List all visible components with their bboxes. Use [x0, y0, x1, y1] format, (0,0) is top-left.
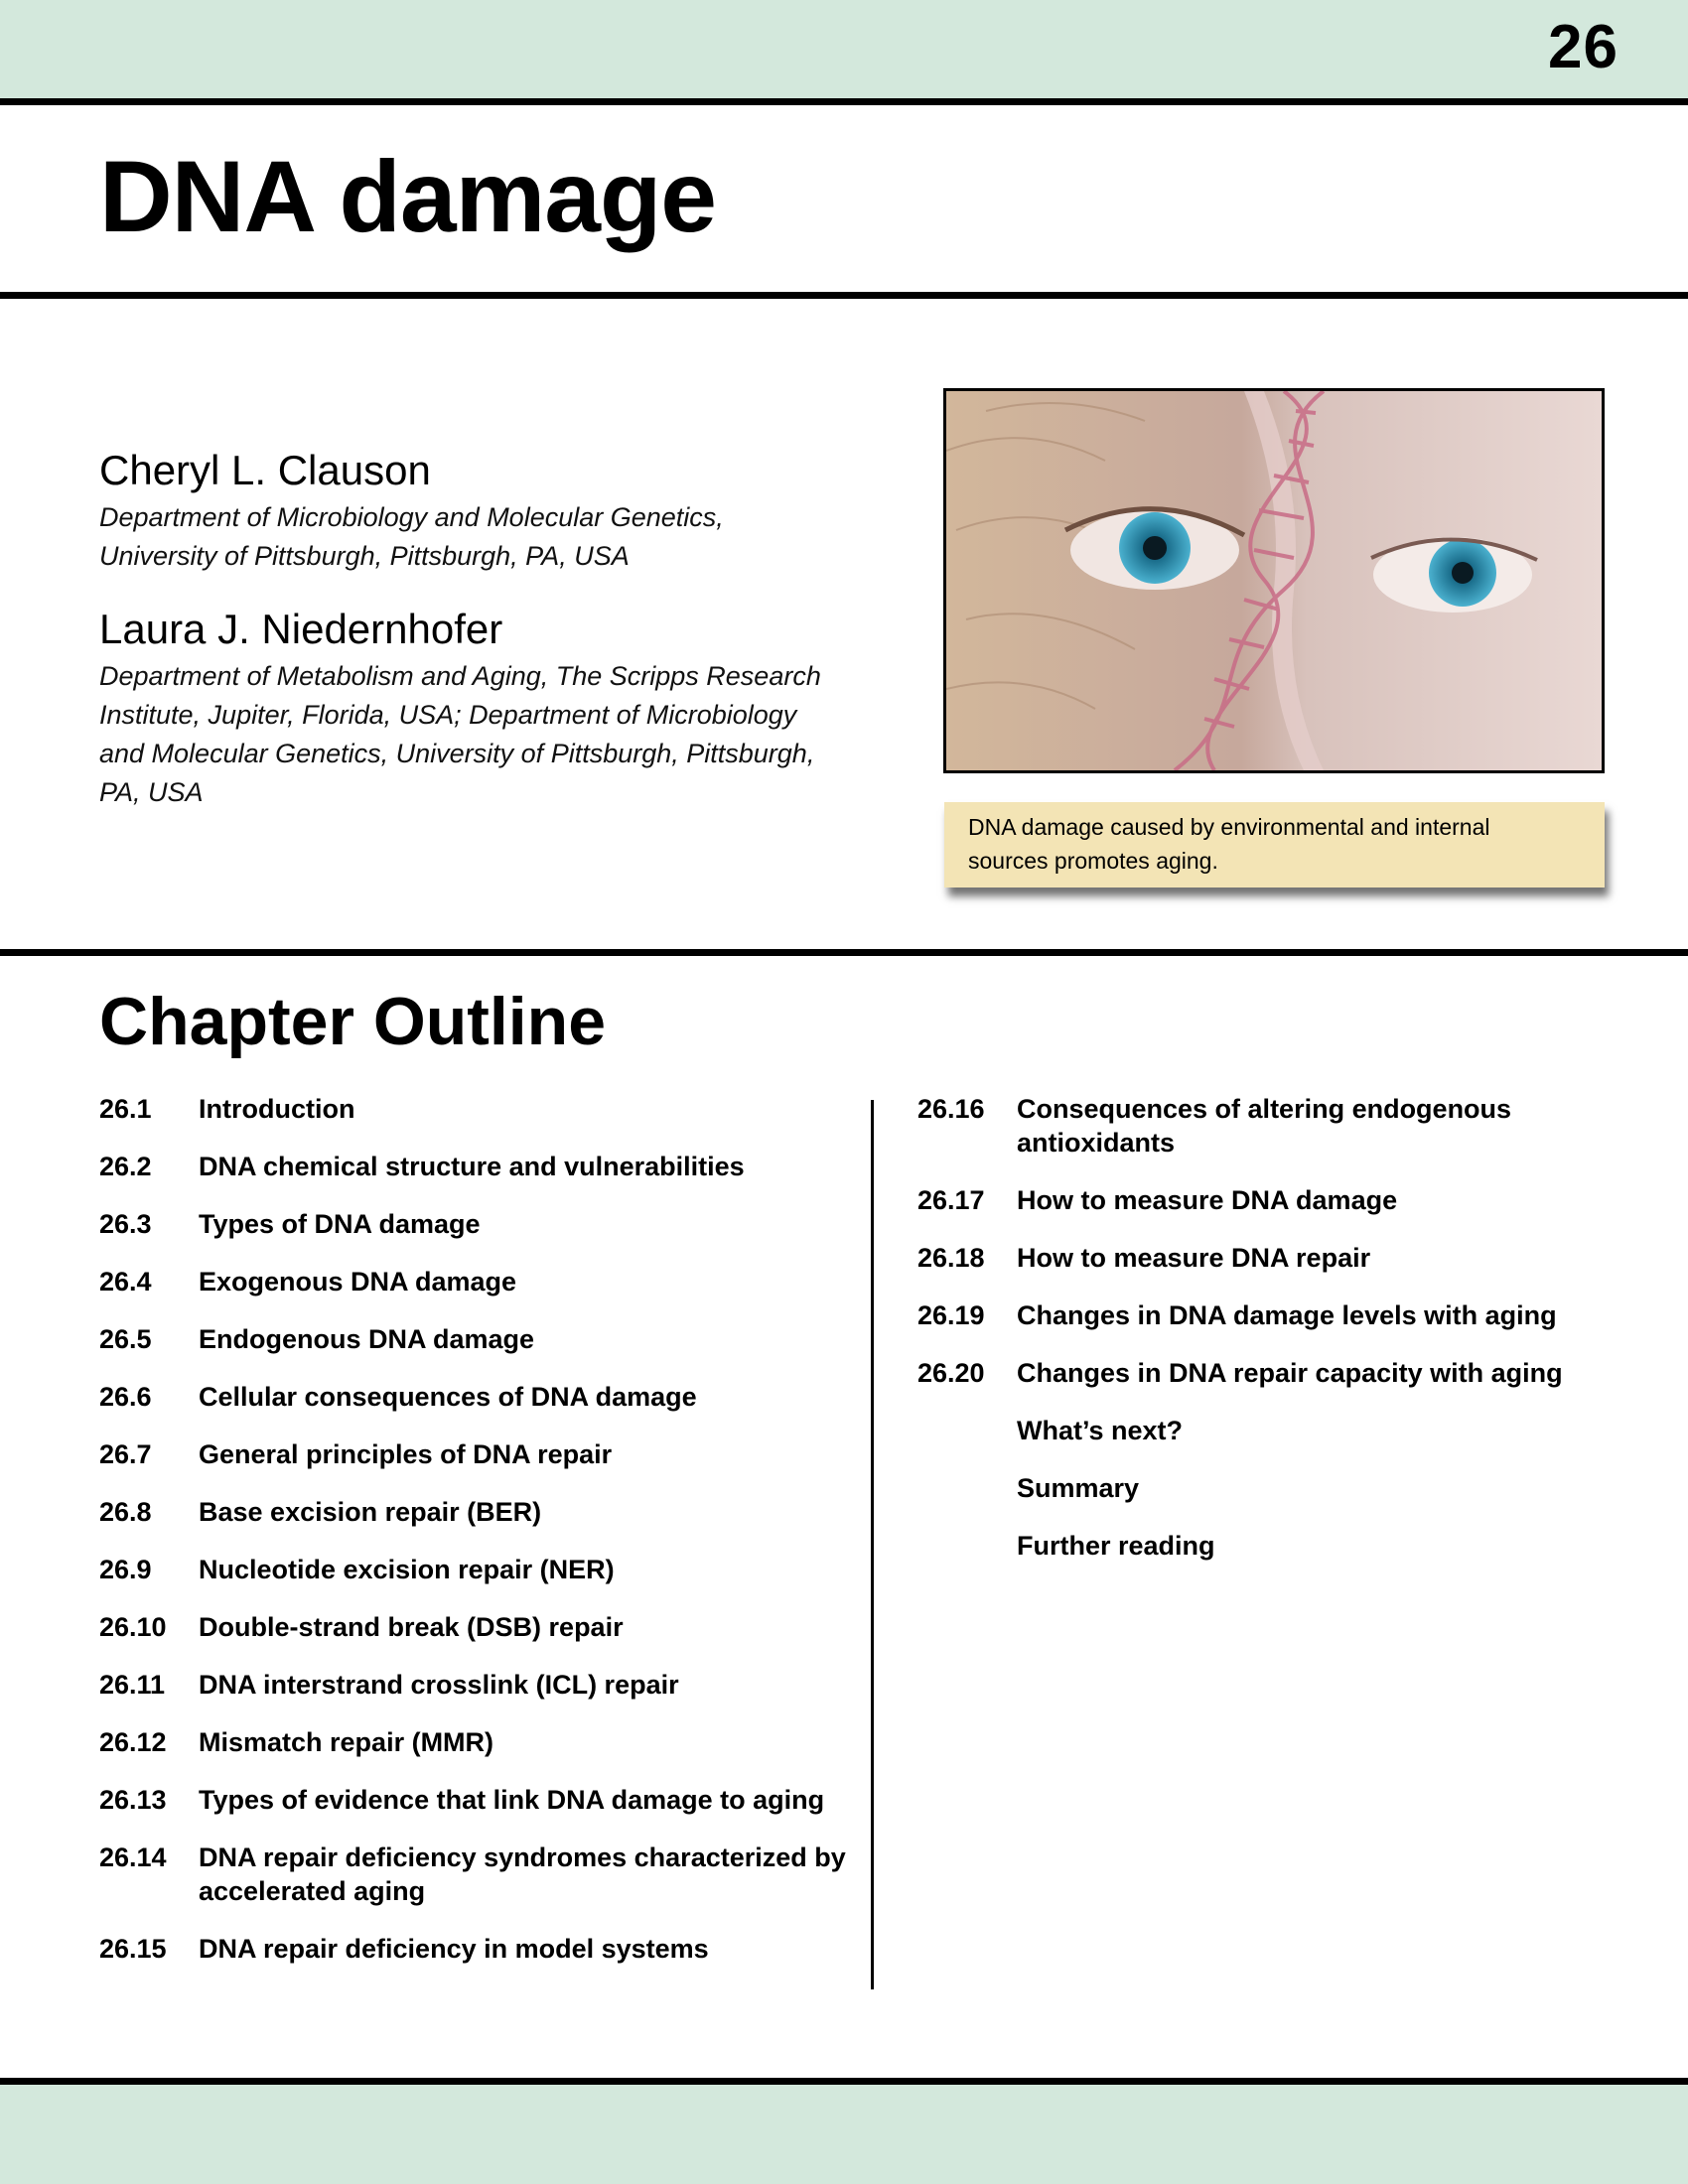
outline-item-number: 26.5 — [99, 1324, 152, 1354]
outline-item-title: Consequences of altering endogenous antioxidants — [1017, 1094, 1512, 1158]
top-color-band — [0, 0, 1688, 99]
outline-item-number — [917, 1414, 1017, 1447]
outline-item-number: 26.8 — [99, 1497, 152, 1527]
affiliation-line: Institute, Jupiter, Florida, USA; Department of Microbiology — [99, 700, 797, 730]
outline-right-column — [917, 1092, 1613, 1586]
outline-left-column — [99, 1092, 864, 1989]
section-divider — [0, 949, 1688, 956]
outline-item — [99, 1668, 864, 1702]
outline-item-number: 26.10 — [99, 1612, 167, 1642]
outline-item — [99, 1207, 864, 1241]
outline-item-title: Mismatch repair (MMR) — [199, 1727, 494, 1757]
outline-item-title: General principles of DNA repair — [199, 1439, 613, 1469]
outline-item — [917, 1414, 1613, 1447]
outline-item-number: 26.14 — [99, 1843, 167, 1872]
chapter-outline-heading: Chapter Outline — [99, 984, 607, 1059]
author-affiliation — [99, 498, 874, 576]
outline-item — [99, 1150, 864, 1183]
outline-item-number: 26.11 — [99, 1670, 166, 1700]
outline-item-title: Introduction — [199, 1094, 355, 1124]
outline-item-title: Further reading — [1017, 1531, 1215, 1561]
outline-item-title: Types of evidence that link DNA damage to aging — [199, 1785, 825, 1815]
outline-item-number: 26.20 — [917, 1358, 985, 1388]
outline-item-number: 26.19 — [917, 1300, 985, 1330]
outline-item — [917, 1529, 1613, 1563]
aging-faces-dna-illustration — [946, 391, 1602, 770]
outline-item-number: 26.3 — [99, 1209, 152, 1239]
outline-item-title: DNA repair deficiency syndromes characterized by accelerated aging — [199, 1843, 846, 1906]
outline-item-title: Cellular consequences of DNA damage — [199, 1382, 697, 1412]
outline-item — [99, 1725, 864, 1759]
outline-item — [917, 1298, 1613, 1332]
right-eye-pupil — [1452, 562, 1474, 584]
outline-item-title: Double-strand break (DSB) repair — [199, 1612, 624, 1642]
affiliation-line: University of Pittsburgh, Pittsburgh, PA, USA — [99, 541, 630, 571]
outline-item-number: 26.16 — [917, 1094, 985, 1124]
affiliation-line: Department of Microbiology and Molecular Genetics, — [99, 502, 724, 532]
caption-line: sources promotes aging. — [968, 848, 1218, 874]
affiliation-line: and Molecular Genetics, University of Pittsburgh, Pittsburgh, — [99, 739, 815, 768]
outline-item-title: How to measure DNA repair — [1017, 1243, 1371, 1273]
author-2 — [99, 604, 874, 812]
image-caption — [944, 802, 1605, 887]
page-title: DNA damage — [99, 140, 717, 253]
left-eye-pupil — [1143, 536, 1167, 560]
outline-item-title: Changes in DNA damage levels with aging — [1017, 1300, 1557, 1330]
outline-item-number: 26.15 — [99, 1934, 167, 1964]
author-1 — [99, 445, 874, 576]
outline-item-title: Summary — [1017, 1473, 1140, 1503]
chapter-number: 26 — [1548, 13, 1618, 81]
outline-item-number: 26.13 — [99, 1785, 167, 1815]
outline-item — [99, 1841, 864, 1908]
outline-item — [99, 1610, 864, 1644]
footer-divider — [0, 2078, 1688, 2085]
title-divider — [0, 292, 1688, 299]
outline-item-number: 26.6 — [99, 1382, 152, 1412]
header-divider — [0, 98, 1688, 105]
outline-item — [917, 1092, 1613, 1160]
outline-item-title: DNA repair deficiency in model systems — [199, 1934, 709, 1964]
outline-item-title: What’s next? — [1017, 1416, 1184, 1445]
outline-item-title: Nucleotide excision repair (NER) — [199, 1555, 615, 1584]
outline-item-number — [917, 1471, 1017, 1505]
outline-item — [99, 1322, 864, 1356]
outline-item-title: Exogenous DNA damage — [199, 1267, 517, 1297]
outline-item — [99, 1783, 864, 1817]
outline-item — [99, 1092, 864, 1126]
outline-item — [917, 1183, 1613, 1217]
affiliation-line: PA, USA — [99, 777, 204, 807]
outline-item — [917, 1241, 1613, 1275]
outline-item — [99, 1380, 864, 1414]
outline-item-title: Base excision repair (BER) — [199, 1497, 542, 1527]
author-affiliation — [99, 657, 874, 812]
authors-block — [99, 445, 874, 812]
outline-item-number — [917, 1529, 1017, 1563]
outline-item — [917, 1471, 1613, 1505]
outline-item — [99, 1437, 864, 1471]
chapter-image — [943, 388, 1605, 773]
outline-item-number: 26.17 — [917, 1185, 985, 1215]
outline-item-number: 26.18 — [917, 1243, 985, 1273]
outline-item-title: Types of DNA damage — [199, 1209, 481, 1239]
author-name: Laura J. Niedernhofer — [99, 606, 503, 652]
outline-item-title: Endogenous DNA damage — [199, 1324, 535, 1354]
outline-item-title: DNA interstrand crosslink (ICL) repair — [199, 1670, 679, 1700]
outline-item-number: 26.2 — [99, 1152, 152, 1181]
outline-item — [99, 1495, 864, 1529]
outline-item-title: Changes in DNA repair capacity with aging — [1017, 1358, 1563, 1388]
outline-item-number: 26.1 — [99, 1094, 152, 1124]
outline-item — [99, 1932, 864, 1966]
caption-line: DNA damage caused by environmental and internal — [968, 814, 1490, 840]
outline-item — [917, 1356, 1613, 1390]
outline-item-number: 26.7 — [99, 1439, 152, 1469]
column-divider — [871, 1100, 874, 1989]
affiliation-line: Department of Metabolism and Aging, The Scripps Research — [99, 661, 821, 691]
outline-item-title: DNA chemical structure and vulnerabilities — [199, 1152, 745, 1181]
bottom-color-band — [0, 2085, 1688, 2184]
outline-item-number: 26.12 — [99, 1727, 167, 1757]
author-name: Cheryl L. Clauson — [99, 447, 431, 493]
outline-item — [99, 1265, 864, 1298]
outline-item-number: 26.9 — [99, 1555, 152, 1584]
outline-item-number: 26.4 — [99, 1267, 152, 1297]
outline-item — [99, 1553, 864, 1586]
outline-item-title: How to measure DNA damage — [1017, 1185, 1398, 1215]
